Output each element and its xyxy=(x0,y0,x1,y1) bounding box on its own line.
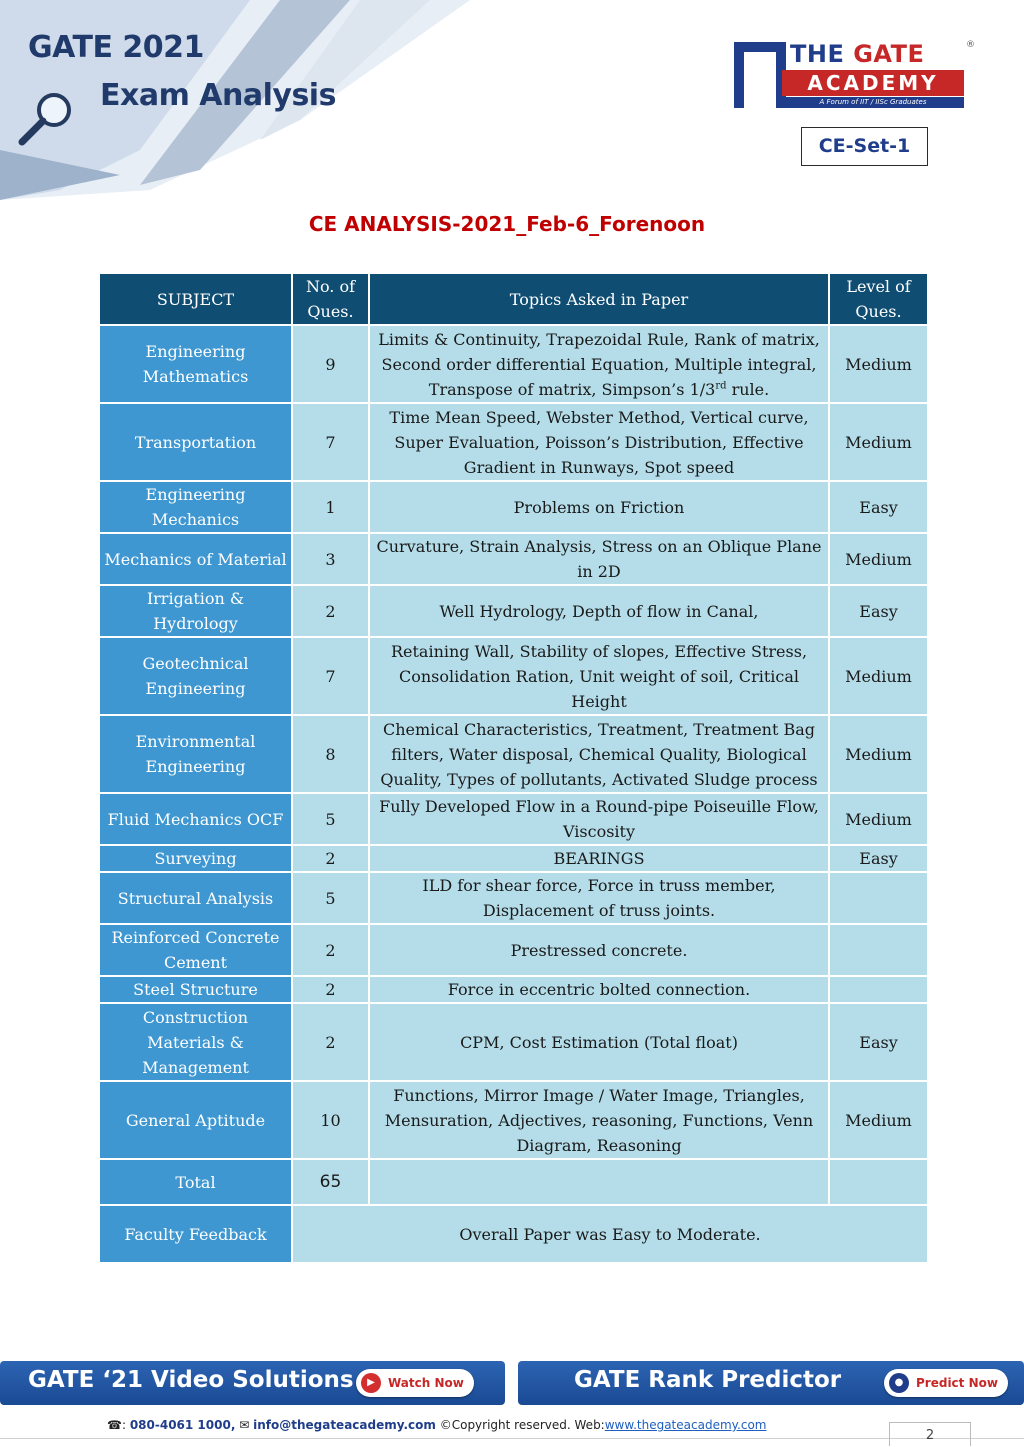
subject-cell: Mechanics of Material xyxy=(99,533,292,585)
set-label-box: CE-Set-1 xyxy=(801,127,928,166)
gate-academy-logo xyxy=(734,40,974,110)
level-cell: Easy xyxy=(829,845,928,872)
document-title: CE ANALYSIS-2021_Feb-6_Forenoon xyxy=(308,212,706,236)
copyright-text: ©Copyright reserved. Web: xyxy=(439,1418,605,1432)
total-value: 65 xyxy=(292,1159,369,1205)
phone-number: 080-4061 1000, xyxy=(129,1418,236,1432)
logo-top-text xyxy=(790,40,924,68)
header-subject: SUBJECT xyxy=(99,273,292,325)
level-cell: Medium xyxy=(829,793,928,845)
count-cell: 5 xyxy=(292,872,369,924)
email-address[interactable]: info@thegateacademy.com xyxy=(253,1418,436,1432)
subject-cell: Engineering Mechanics xyxy=(99,481,292,533)
count-cell: 7 xyxy=(292,637,369,715)
rank-predictor-text: GATE Rank Predictor xyxy=(574,1367,842,1393)
level-cell xyxy=(829,976,928,1003)
level-cell xyxy=(829,924,928,976)
header-count: No. of Ques. xyxy=(292,273,369,325)
watch-now-label: Watch Now xyxy=(388,1376,464,1390)
subject-cell: Irrigation & Hydrology xyxy=(99,585,292,637)
topics-cell: Time Mean Speed, Webster Method, Vertical curve, Super Evaluation, Poisson’s Distribution, Effective Gradient in Runways, Spot speed xyxy=(369,403,829,481)
level-cell: Easy xyxy=(829,481,928,533)
count-cell: 3 xyxy=(292,533,369,585)
subject-cell: Fluid Mechanics OCF xyxy=(99,793,292,845)
topics-cell: Chemical Characteristics, Treatment, Treatment Bag filters, Water disposal, Chemical Quality, Biological Quality, Types of pollutants, Activated Sludge process xyxy=(369,715,829,793)
header-banner xyxy=(0,0,470,200)
topics-cell: Force in eccentric bolted connection. xyxy=(369,976,829,1003)
count-cell: 5 xyxy=(292,793,369,845)
topics-cell: ILD for shear force, Force in truss member, Displacement of truss joints. xyxy=(369,872,829,924)
logo-bracket-mark xyxy=(734,42,786,108)
total-level-empty xyxy=(829,1159,928,1205)
video-solutions-banner[interactable] xyxy=(0,1361,505,1405)
topics-cell: BEARINGS xyxy=(369,845,829,872)
subject-cell: Engineering Mathematics xyxy=(99,325,292,403)
table-row xyxy=(99,403,928,481)
page-number: 2 xyxy=(889,1422,971,1446)
count-cell: 2 xyxy=(292,585,369,637)
header-topics: Topics Asked in Paper xyxy=(369,273,829,325)
mail-icon: ✉ xyxy=(239,1418,250,1432)
total-label: Total xyxy=(99,1159,292,1205)
analysis-table xyxy=(98,272,929,1264)
table-row xyxy=(99,1081,928,1159)
website-link[interactable]: www.thegateacademy.com xyxy=(604,1418,767,1432)
count-cell: 2 xyxy=(292,924,369,976)
subject-cell: Construction Materials & Management xyxy=(99,1003,292,1081)
level-cell: Medium xyxy=(829,403,928,481)
logo-tagline: A Forum of IIT / IISc Graduates xyxy=(782,97,964,108)
feedback-label: Faculty Feedback xyxy=(99,1205,292,1263)
topics-cell: Well Hydrology, Depth of flow in Canal, xyxy=(369,585,829,637)
logo-registered-mark: ® xyxy=(966,40,975,50)
video-solutions-text: GATE ‘21 Video Solutions xyxy=(28,1367,354,1393)
topics-cell: Prestressed concrete. xyxy=(369,924,829,976)
play-icon: ▶ xyxy=(361,1373,381,1393)
subject-cell: General Aptitude xyxy=(99,1081,292,1159)
level-cell: Easy xyxy=(829,1003,928,1081)
count-cell: 9 xyxy=(292,325,369,403)
topics-cell xyxy=(369,325,829,403)
total-topics-empty xyxy=(369,1159,829,1205)
subject-cell: Reinforced Concrete Cement xyxy=(99,924,292,976)
topics-text: Limits & Continuity, Trapezoidal Rule, Rank of matrix, Second order differential Equation, Multiple integral, Transpose of matrix, Simpson’s 1/3 xyxy=(378,329,820,399)
count-cell: 2 xyxy=(292,976,369,1003)
count-cell: 1 xyxy=(292,481,369,533)
table-row xyxy=(99,976,928,1003)
predict-now-button[interactable] xyxy=(884,1369,1008,1397)
table-row xyxy=(99,715,928,793)
topics-cell: Retaining Wall, Stability of slopes, Effective Stress, Consolidation Ration, Unit weight of soil, Critical Height xyxy=(369,637,829,715)
level-cell: Medium xyxy=(829,533,928,585)
subject-cell: Structural Analysis xyxy=(99,872,292,924)
rank-predictor-banner[interactable] xyxy=(518,1361,1024,1405)
topics-cell: Fully Developed Flow in a Round-pipe Poiseuille Flow, Viscosity xyxy=(369,793,829,845)
count-cell: 2 xyxy=(292,1003,369,1081)
subject-cell: Surveying xyxy=(99,845,292,872)
total-row xyxy=(99,1159,928,1205)
topics-superscript: rd xyxy=(715,380,727,392)
table-row xyxy=(99,637,928,715)
header-level: Level of Ques. xyxy=(829,273,928,325)
level-cell: Medium xyxy=(829,715,928,793)
footer-divider xyxy=(0,1438,1024,1439)
magnifier-icon xyxy=(14,86,80,152)
predict-now-label: Predict Now xyxy=(916,1376,998,1390)
table-row xyxy=(99,481,928,533)
table-row xyxy=(99,585,928,637)
table-row xyxy=(99,872,928,924)
logo-gate: GATE xyxy=(853,40,925,68)
count-cell: 2 xyxy=(292,845,369,872)
count-cell: 8 xyxy=(292,715,369,793)
feedback-value: Overall Paper was Easy to Moderate. xyxy=(292,1205,928,1263)
level-cell: Medium xyxy=(829,1081,928,1159)
watch-now-button[interactable] xyxy=(356,1369,474,1397)
subject-cell: Transportation xyxy=(99,403,292,481)
table-row xyxy=(99,325,928,403)
topics-text-end: rule. xyxy=(726,379,770,399)
contact-line: ☎: 080-4061 1000, ✉ info@thegateacademy.com ©Copyright reserved. Web:www.thegateacademy.com xyxy=(107,1418,767,1432)
count-cell: 7 xyxy=(292,403,369,481)
level-cell xyxy=(829,872,928,924)
subject-cell: Geotechnical Engineering xyxy=(99,637,292,715)
banner-title-line2: Exam Analysis xyxy=(100,78,336,113)
logo-the: THE xyxy=(790,40,845,68)
topics-cell: Curvature, Strain Analysis, Stress on an Oblique Plane in 2D xyxy=(369,533,829,585)
topics-cell: Problems on Friction xyxy=(369,481,829,533)
table-row xyxy=(99,845,928,872)
table-row xyxy=(99,533,928,585)
level-cell: Easy xyxy=(829,585,928,637)
phone-icon: ☎ xyxy=(107,1418,122,1432)
table-row xyxy=(99,793,928,845)
subject-cell: Environmental Engineering xyxy=(99,715,292,793)
subject-cell: Steel Structure xyxy=(99,976,292,1003)
count-cell: 10 xyxy=(292,1081,369,1159)
logo-academy: ACADEMY xyxy=(782,70,964,96)
table-header-row xyxy=(99,273,928,325)
predict-icon: ● xyxy=(889,1373,909,1393)
banner-title-line1: GATE 2021 xyxy=(28,30,204,65)
topics-cell: Functions, Mirror Image / Water Image, Triangles, Mensuration, Adjectives, reasoning, Functions, Venn Diagram, Reasoning xyxy=(369,1081,829,1159)
feedback-row xyxy=(99,1205,928,1263)
table-row xyxy=(99,1003,928,1081)
topics-cell: CPM, Cost Estimation (Total float) xyxy=(369,1003,829,1081)
level-cell: Medium xyxy=(829,637,928,715)
table-row xyxy=(99,924,928,976)
level-cell: Medium xyxy=(829,325,928,403)
